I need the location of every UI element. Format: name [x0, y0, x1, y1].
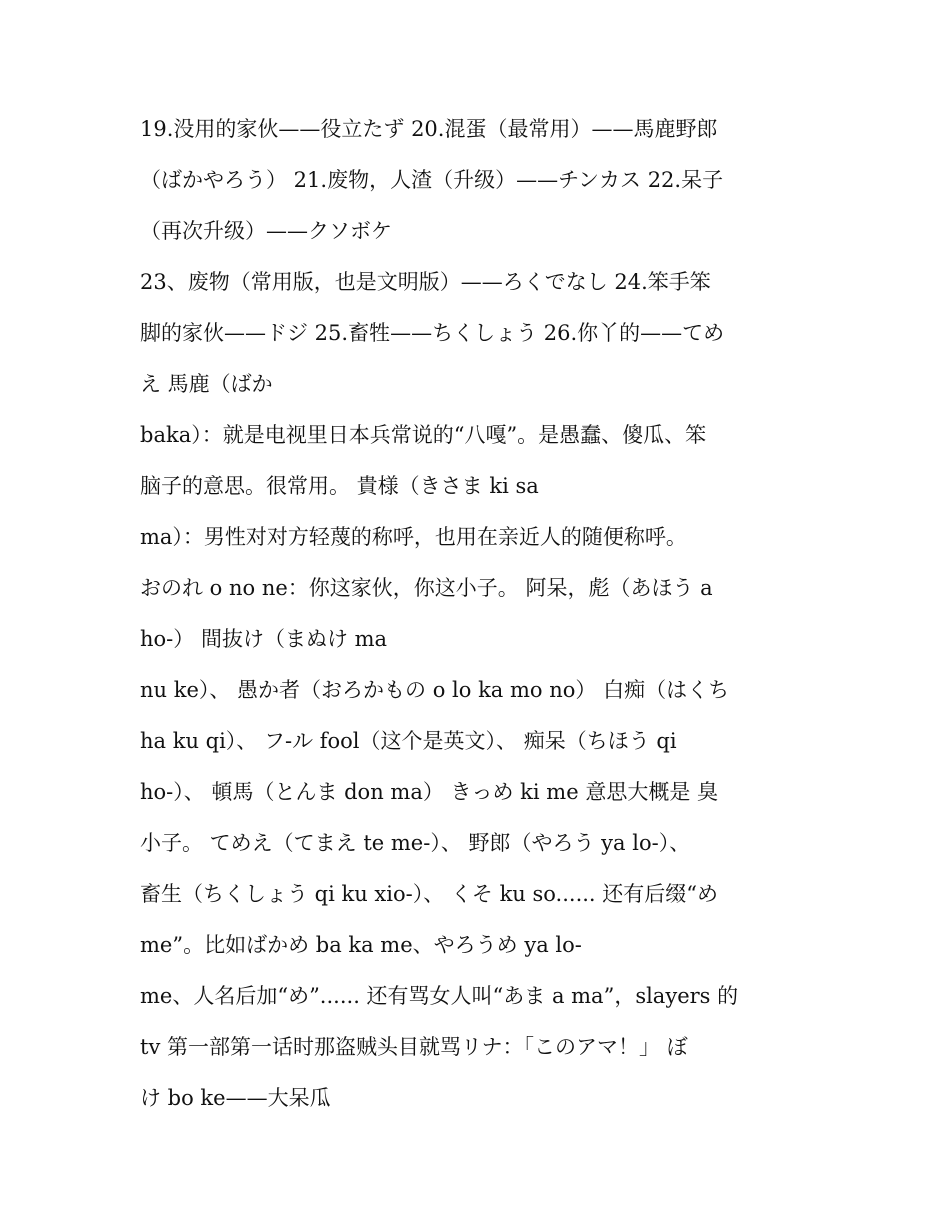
text-line: （ばかやろう） 21.废物，人渣（升级）——チンカス 22.呆子	[140, 168, 724, 192]
text-line: （再次升级）——クソボケ	[140, 219, 392, 243]
text-line: ho-）、 頓馬（とんま don ma） きっめ ki me 意思大概是 臭	[140, 780, 718, 804]
text-line: ho-） 間抜け（まぬけ ma	[140, 627, 388, 651]
text-line: 畜生（ちくしょう qi ku xio-）、 くそ ku so...... 还有后缀“め	[140, 882, 719, 906]
text-line: 脑子的意思。很常用。 貴様（きさま ki sa	[140, 474, 539, 498]
text-line: ma）：男性对对方轻蔑的称呼，也用在亲近人的随便称呼。	[140, 525, 687, 549]
text-line: baka）：就是电视里日本兵常说的“八嘎”。是愚蠢、傻瓜、笨	[140, 423, 707, 447]
text-line: け bo ke——大呆瓜	[140, 1086, 331, 1110]
text-line: 脚的家伙——ドジ 25.畜牲——ちくしょう 26.你丫的——てめ	[140, 321, 725, 345]
text-line: ha ku qi）、 フ-ル fool（这个是英文）、 痴呆（ちほう qi	[140, 729, 677, 753]
text-line: 小子。 てめえ（てまえ te me-）、 野郎（やろう ya lo-）、	[140, 831, 691, 855]
text-line: おのれ o no ne：你这家伙，你这小子。 阿呆，彪（あほう a	[140, 576, 713, 600]
text-line: え 馬鹿（ばか	[140, 372, 273, 396]
text-line: 19.没用的家伙——役立たず 20.混蛋（最常用）——馬鹿野郎	[140, 117, 718, 141]
text-line: 23、废物（常用版，也是文明版）——ろくでなし 24.笨手笨	[140, 270, 711, 294]
text-line: nu ke）、 愚か者（おろかもの o lo ka mo no） 白痴（はくち	[140, 678, 730, 702]
text-line: me、人名后加“め”...... 还有骂女人叫“あま a ma”，slayers 的	[140, 984, 739, 1008]
text-line: tv 第一部第一话时那盗贼头目就骂リナ：「このアマ！」 ぼ	[140, 1035, 688, 1059]
text-line: me”。比如ばかめ ba ka me、やろうめ ya lo-	[140, 933, 582, 957]
document-body	[140, 104, 820, 1124]
